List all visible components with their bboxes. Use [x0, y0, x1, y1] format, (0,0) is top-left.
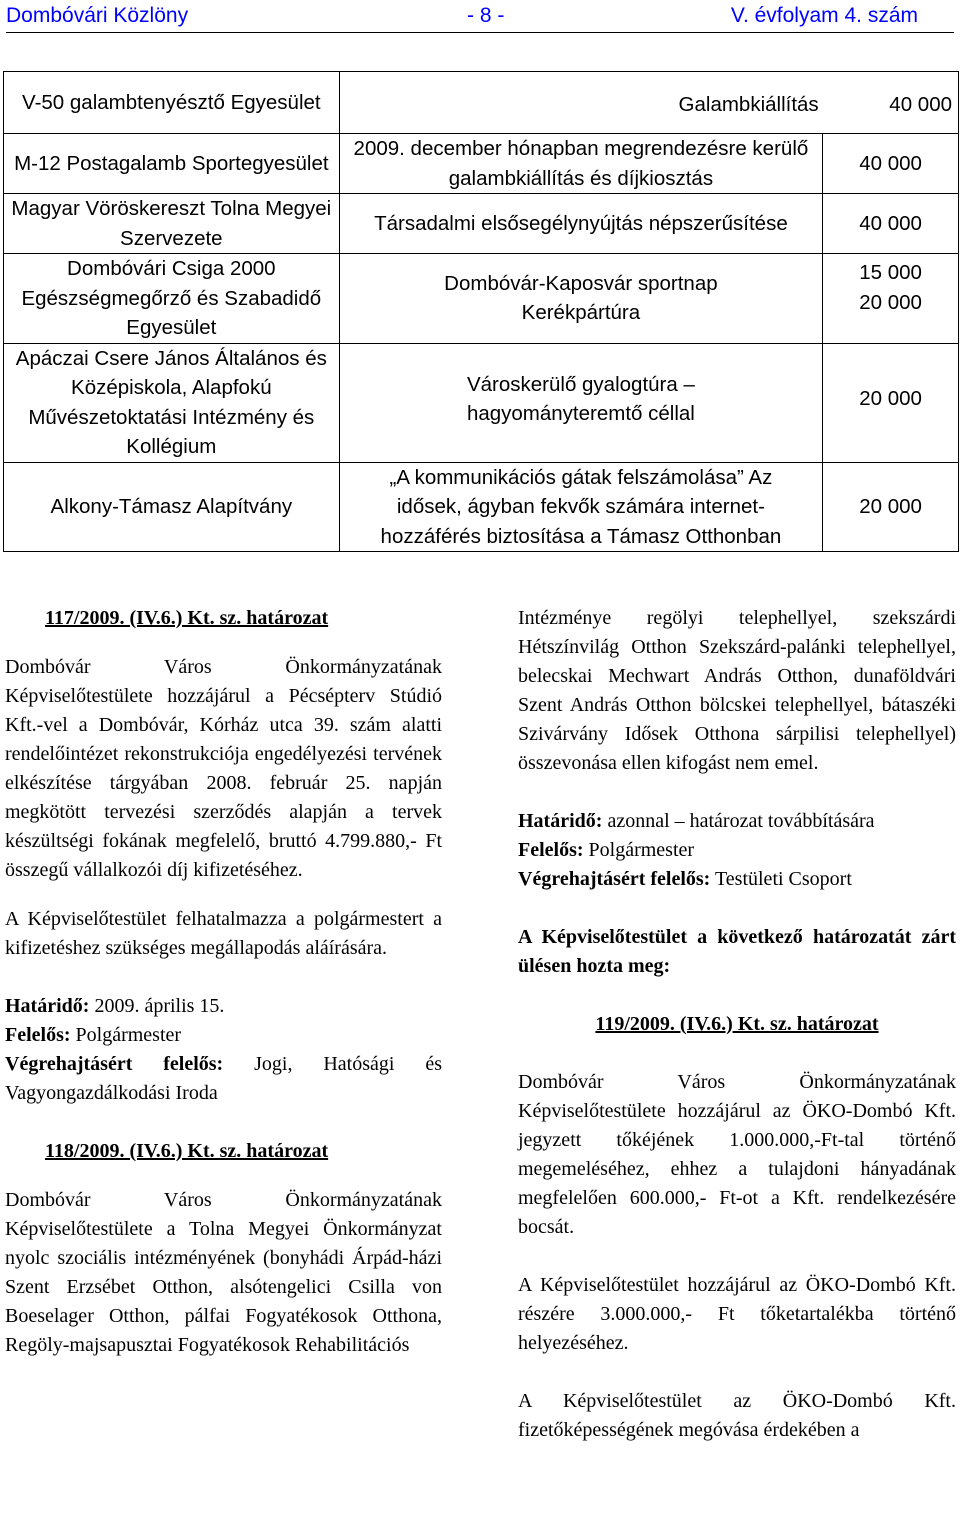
executor-label: Végrehajtásért felelős:: [5, 1053, 224, 1075]
org-cell: V-50 galambtenyésztő Egyesület: [4, 72, 340, 134]
purpose-line: Dombóvár-Kaposvár sportnap: [444, 271, 718, 295]
org-cell: Dombóvári Csiga 2000 Egészségmegőrző és Szabadidő Egyesület: [4, 254, 340, 344]
amount-cell: 20 000: [823, 462, 959, 552]
left-text-column: [5, 604, 442, 1360]
org-cell: Magyar Vöröskereszt Tolna Megyei Szervezete: [4, 194, 340, 254]
responsible-label: Felelős:: [518, 839, 584, 861]
responsible-value: Polgármester: [583, 839, 695, 861]
page-number: - 8 -: [467, 4, 505, 27]
resolution-118-text: Dombóvár Város Önkormányzatának Képviselőtestülete a Tolna Megyei Önkormányzat nyolc szociális intézményének (bonyhádi Árpád-házi Szent Erzsébet Otthon, alsótengelici Csilla von Boeselager Otthon, pálfai Fogyatékosok Otthona, Regöly-majsapusztai Fogyatékosok Rehabilitációs: [5, 1189, 442, 1356]
deadline-value: 2009. április 15.: [89, 995, 225, 1017]
amount-cell: 40 000: [823, 134, 959, 194]
resolution-118-text-continued: Intézménye regölyi telephellyel, szekszárdi Hétszínvilág Otthon Szekszárd-palánki telephellyel, belecskai Mechwart András Otthon, dunaföldvári Szent András Otthon bölcskei telephellyel, bátaszéki Szivárvány Idősek Otthona sárpilisi telephellyel) összevonása ellen kifogást nem emel.: [518, 607, 956, 774]
executor-value: Jogi, Hatósági és Vagyongazdálkodási Iroda: [5, 1053, 442, 1104]
deadline-value: azonnal – határozat továbbítására: [602, 810, 875, 832]
executor-label: Végrehajtásért felelős:: [518, 868, 711, 890]
purpose-cell: 2009. december hónapban megrendezésre kerülő galambkiállítás és díjkiosztás: [339, 134, 823, 194]
table-row: [4, 194, 959, 254]
amount-cell: [823, 254, 959, 344]
closed-session-note: A Képviselőtestület a következő határozatát zárt ülésen hozta meg:: [518, 926, 956, 977]
resolution-117-text: Dombóvár Város Önkormányzatának Képviselőtestülete hozzájárul a Pécsépterv Stúdió Kft.-vel a Dombóvár, Kórház utca 39. szám alatti rendelőintézet rekonstrukciója engedélyezési tervének elkészítése tárgyában 2008. február 25. napján megkötött tervezési szerződés alapján a tervek készültségi fokának megfelelő, bruttó 4.799.880,- Ft összegű vállalkozói díj kifizetéséhez.: [5, 656, 442, 881]
responsible-line: [5, 1021, 442, 1050]
table-row: [4, 254, 959, 344]
amount-cell: 20 000: [823, 343, 959, 462]
responsible-value: Polgármester: [70, 1024, 182, 1046]
resolution-119-text: Dombóvár Város Önkormányzatának Képviselőtestülete hozzájárul az ÖKO-Dombó Kft. jegyzett tőkéjének 1.000.000,-Ft-tal történő megemeléséhez, ehhez a tulajdoni hányadának megfelelően 600.000,- Ft-ot a Kft. rendelkezésére bocsát.: [518, 1071, 956, 1238]
purpose-cell: Társadalmi elsősegélynyújtás népszerűsítése: [339, 194, 823, 254]
executor-value: Testületi Csoport: [710, 868, 852, 890]
resolution-119-solvency: A Képviselőtestület az ÖKO-Dombó Kft. fizetőképességének megóvása érdekében a: [518, 1390, 956, 1441]
grant-table: [3, 71, 959, 552]
table-row: [4, 462, 959, 552]
table-row: [4, 134, 959, 194]
responsible-label: Felelős:: [5, 1024, 71, 1046]
purpose-cell: [339, 254, 823, 344]
resolution-117-authorization: A Képviselőtestület felhatalmazza a polgármestert a kifizetéshez szükséges megállapodás aláírására.: [5, 908, 442, 959]
page-header: [6, 2, 954, 33]
org-cell: Alkony-Támasz Alapítvány: [4, 462, 340, 552]
amount-line: 15 000: [859, 261, 922, 284]
volume-issue: V. évfolyam 4. szám: [730, 4, 918, 27]
table-row: [4, 343, 959, 462]
purpose-line: Kerékpártúra: [521, 301, 641, 325]
responsible-line: [518, 836, 956, 865]
right-text-column: [518, 604, 956, 1445]
purpose-cell: „A kommunikációs gátak felszámolása” Az idősek, ágyban fekvők számára internet-hozzáférés biztosítása a Támasz Otthonban: [339, 462, 823, 552]
resolution-117-heading: 117/2009. (IV.6.) Kt. sz. határozat: [45, 607, 329, 629]
deadline-line: [518, 807, 956, 836]
org-cell: Apáczai Csere János Általános és Középiskola, Alapfokú Művészetoktatási Intézmény és Kollégium: [4, 343, 340, 462]
amount-cell: 40 000: [823, 72, 959, 134]
executor-line: [518, 865, 956, 894]
deadline-line: [5, 992, 442, 1021]
amount-cell: 40 000: [823, 194, 959, 254]
table-row: [4, 72, 959, 134]
purpose-cell: Városkerülő gyalogtúra – hagyományteremtő céllal: [339, 343, 823, 462]
org-cell: M-12 Postagalamb Sportegyesület: [4, 134, 340, 194]
publication-title: Dombóvári Közlöny: [6, 4, 189, 27]
resolution-119-heading: 119/2009. (IV.6.) Kt. sz. határozat: [595, 1013, 879, 1035]
amount-line: 20 000: [859, 290, 922, 314]
deadline-label: Határidő:: [518, 810, 603, 832]
deadline-label: Határidő:: [5, 995, 90, 1017]
resolution-119-reserve: A Képviselőtestület hozzájárul az ÖKO-Dombó Kft. részére 3.000.000,- Ft tőketartalékba történő helyezéséhez.: [518, 1274, 956, 1354]
executor-line: [5, 1050, 442, 1108]
purpose-cell: Galambkiállítás: [339, 72, 823, 134]
resolution-118-heading: 118/2009. (IV.6.) Kt. sz. határozat: [45, 1140, 329, 1162]
